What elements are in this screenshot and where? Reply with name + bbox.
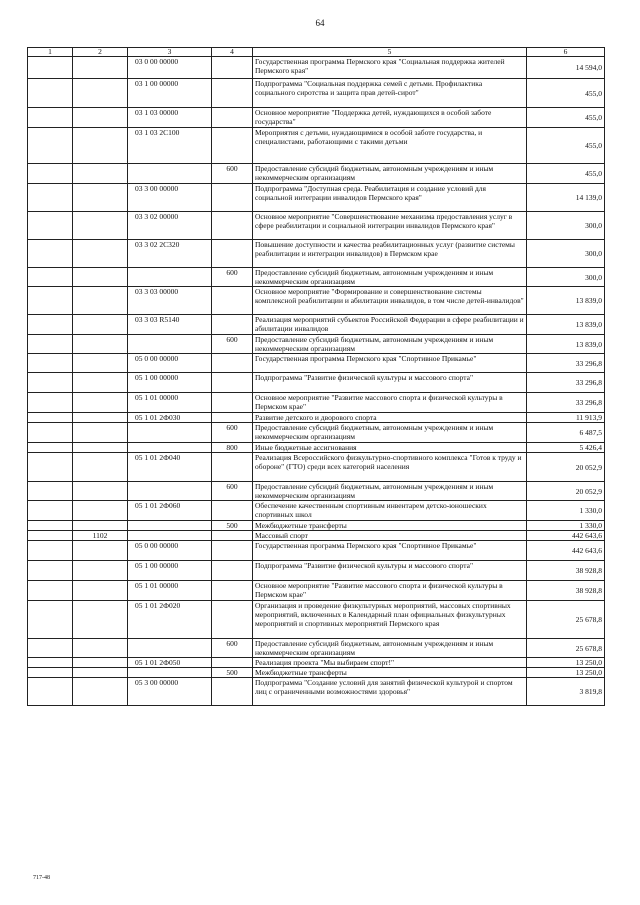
table-row	[28, 184, 605, 212]
cell-c6: 13 839,0	[527, 315, 605, 335]
cell-c2	[73, 393, 128, 413]
cell-c1	[28, 658, 73, 668]
cell-c6: 442 643,6	[527, 541, 605, 561]
table-row	[28, 521, 605, 531]
cell-c5: Предоставление субсидий бюджетным, автономным учреждениям и иным некоммерческим организациям	[253, 268, 527, 287]
cell-c4	[212, 501, 253, 521]
cell-c4	[212, 79, 253, 108]
cell-c4	[212, 453, 253, 482]
cell-c5: Реализация Всероссийского физкультурно-спортивного комплекса "Готов к труду и обороне" (ГТО) среди всех категорий населения	[253, 453, 527, 482]
cell-c2	[73, 287, 128, 315]
cell-c2	[73, 413, 128, 423]
cell-c5: Подпрограмма "Доступная среда. Реабилитация и создание условий для социальной интеграции инвалидов Пермского края"	[253, 184, 527, 212]
cell-c3: 05 1 01 2Ф040	[128, 453, 212, 482]
cell-c4	[212, 531, 253, 541]
cell-c1	[28, 453, 73, 482]
cell-c6: 13 250,0	[527, 668, 605, 678]
cell-c2	[73, 315, 128, 335]
cell-c1	[28, 212, 73, 240]
cell-c2	[73, 335, 128, 354]
cell-c6: 442 643,6	[527, 531, 605, 541]
column-header: 1	[28, 48, 73, 57]
table-row	[28, 678, 605, 706]
table-row	[28, 373, 605, 393]
table-row	[28, 482, 605, 501]
table-row	[28, 315, 605, 335]
cell-c5: Государственная программа Пермского края "Социальная поддержка жителей Пермского края"	[253, 57, 527, 79]
cell-c4: 800	[212, 443, 253, 453]
cell-c1	[28, 240, 73, 268]
cell-c6: 300,0	[527, 212, 605, 240]
cell-c6: 25 678,8	[527, 601, 605, 639]
cell-c6: 38 928,8	[527, 581, 605, 601]
cell-c6: 455,0	[527, 108, 605, 128]
cell-c4	[212, 678, 253, 706]
cell-c4: 600	[212, 164, 253, 184]
cell-c2	[73, 541, 128, 561]
cell-c4	[212, 658, 253, 668]
cell-c6: 25 678,8	[527, 639, 605, 658]
cell-c2	[73, 453, 128, 482]
cell-c4	[212, 315, 253, 335]
cell-c5: Повышение доступности и качества реабилитационных услуг (развитие системы реабилитации и интеграции инвалидов) в Пермском крае	[253, 240, 527, 268]
column-header: 5	[253, 48, 527, 57]
cell-c5: Иные бюджетные ассигнования	[253, 443, 527, 453]
cell-c4	[212, 354, 253, 373]
cell-c1	[28, 268, 73, 287]
cell-c3: 05 1 00 00000	[128, 561, 212, 581]
cell-c6: 13 839,0	[527, 287, 605, 315]
cell-c3: 05 1 01 00000	[128, 393, 212, 413]
cell-c2	[73, 678, 128, 706]
cell-c3: 03 3 02 2С320	[128, 240, 212, 268]
table-row	[28, 413, 605, 423]
cell-c4: 600	[212, 639, 253, 658]
cell-c5: Подпрограмма "Развитие физической культуры и массового спорта"	[253, 373, 527, 393]
cell-c6: 33 296,8	[527, 393, 605, 413]
cell-c1	[28, 678, 73, 706]
table-row	[28, 164, 605, 184]
cell-c3	[128, 639, 212, 658]
cell-c4	[212, 287, 253, 315]
cell-c3: 03 3 03 R5140	[128, 315, 212, 335]
cell-c5: Государственная программа Пермского края "Спортивное Прикамье"	[253, 541, 527, 561]
cell-c6: 300,0	[527, 268, 605, 287]
cell-c5: Подпрограмма "Социальная поддержка семей с детьми. Профилактика социального сиротства и защита прав детей-сирот"	[253, 79, 527, 108]
table-row	[28, 354, 605, 373]
cell-c1	[28, 79, 73, 108]
cell-c3: 05 1 01 00000	[128, 581, 212, 601]
budget-table	[27, 47, 605, 706]
cell-c4	[212, 581, 253, 601]
cell-c5: Мероприятия с детьми, нуждающимися в особой заботе государства, и специалистами, работающими с такими детьми	[253, 128, 527, 164]
cell-c6: 33 296,8	[527, 373, 605, 393]
footer-code: 717-48	[33, 875, 50, 881]
cell-c4: 500	[212, 521, 253, 531]
table-row	[28, 79, 605, 108]
table-row	[28, 212, 605, 240]
table-header-row	[28, 48, 605, 57]
cell-c3	[128, 423, 212, 443]
cell-c2	[73, 373, 128, 393]
cell-c2	[73, 482, 128, 501]
cell-c4	[212, 393, 253, 413]
cell-c4	[212, 601, 253, 639]
table-row	[28, 581, 605, 601]
cell-c4	[212, 413, 253, 423]
cell-c3: 03 3 00 00000	[128, 184, 212, 212]
table-row	[28, 541, 605, 561]
cell-c2	[73, 240, 128, 268]
table-row	[28, 128, 605, 164]
cell-c5: Предоставление субсидий бюджетным, автономным учреждениям и иным некоммерческим организациям	[253, 335, 527, 354]
cell-c6: 455,0	[527, 79, 605, 108]
page-number: 64	[315, 18, 325, 28]
cell-c2: 1102	[73, 531, 128, 541]
table-row	[28, 393, 605, 413]
cell-c5: Реализация мероприятий субъектов Российской Федерации в сфере реабилитации и абилитации инвалидов	[253, 315, 527, 335]
cell-c6: 33 296,8	[527, 354, 605, 373]
cell-c2	[73, 268, 128, 287]
cell-c2	[73, 443, 128, 453]
cell-c5: Массовый спорт	[253, 531, 527, 541]
table-row	[28, 240, 605, 268]
table-row	[28, 668, 605, 678]
table-row	[28, 268, 605, 287]
cell-c1	[28, 128, 73, 164]
cell-c3: 05 1 00 00000	[128, 373, 212, 393]
cell-c1	[28, 354, 73, 373]
cell-c6: 1 330,0	[527, 501, 605, 521]
cell-c5: Межбюджетные трансферты	[253, 668, 527, 678]
cell-c2	[73, 639, 128, 658]
cell-c2	[73, 164, 128, 184]
cell-c3: 05 1 01 2Ф050	[128, 658, 212, 668]
cell-c2	[73, 601, 128, 639]
cell-c4	[212, 373, 253, 393]
cell-c1	[28, 413, 73, 423]
cell-c1	[28, 108, 73, 128]
cell-c6: 455,0	[527, 128, 605, 164]
cell-c3	[128, 164, 212, 184]
table-row	[28, 57, 605, 79]
cell-c2	[73, 561, 128, 581]
cell-c4	[212, 541, 253, 561]
cell-c1	[28, 541, 73, 561]
table-row	[28, 287, 605, 315]
cell-c5: Обеспечение качественным спортивным инвентарем детско-юношеских спортивных школ	[253, 501, 527, 521]
cell-c6: 13 250,0	[527, 658, 605, 668]
cell-c1	[28, 164, 73, 184]
table-row	[28, 108, 605, 128]
cell-c4	[212, 561, 253, 581]
cell-c5: Основное мероприятие "Формирование и совершенствование системы комплексной реабилитации и абилитации инвалидов, в том числе детей-инвалидов"	[253, 287, 527, 315]
cell-c1	[28, 335, 73, 354]
cell-c6: 20 052,9	[527, 453, 605, 482]
table-row	[28, 531, 605, 541]
cell-c3: 03 1 00 00000	[128, 79, 212, 108]
cell-c5: Подпрограмма "Создание условий для занятий физической культурой и спортом лиц с ограниченными возможностями здоровья"	[253, 678, 527, 706]
cell-c2	[73, 108, 128, 128]
column-header: 3	[128, 48, 212, 57]
cell-c6: 11 913,9	[527, 413, 605, 423]
cell-c1	[28, 521, 73, 531]
cell-c1	[28, 501, 73, 521]
cell-c5: Основное мероприятие "Совершенствование механизма предоставления услуг в сфере реабилитации и социальной интеграции инвалидов Пермского края"	[253, 212, 527, 240]
table-row	[28, 658, 605, 668]
cell-c1	[28, 423, 73, 443]
cell-c6: 6 487,5	[527, 423, 605, 443]
cell-c2	[73, 581, 128, 601]
cell-c3: 05 1 01 2Ф030	[128, 413, 212, 423]
cell-c3	[128, 268, 212, 287]
cell-c5: Предоставление субсидий бюджетным, автономным учреждениям и иным некоммерческим организациям	[253, 164, 527, 184]
table-row	[28, 453, 605, 482]
cell-c3: 05 0 00 00000	[128, 354, 212, 373]
cell-c5: Организация и проведение физкультурных мероприятий, массовых спортивных мероприятий, включенных в Календарный план официальных физкультурных мероприятий и спортивных мероприятий Пермского края	[253, 601, 527, 639]
cell-c5: Предоставление субсидий бюджетным, автономным учреждениям и иным некоммерческим организациям	[253, 423, 527, 443]
cell-c4	[212, 108, 253, 128]
cell-c2	[73, 501, 128, 521]
cell-c1	[28, 393, 73, 413]
cell-c4: 600	[212, 423, 253, 443]
cell-c5: Межбюджетные трансферты	[253, 521, 527, 531]
cell-c6: 3 819,8	[527, 678, 605, 706]
cell-c5: Государственная программа Пермского края "Спортивное Прикамье"	[253, 354, 527, 373]
column-header: 6	[527, 48, 605, 57]
cell-c5: Основное мероприятие "Развитие массового спорта и физической культуры в Пермском крае"	[253, 581, 527, 601]
cell-c4	[212, 212, 253, 240]
table-row	[28, 443, 605, 453]
cell-c1	[28, 57, 73, 79]
cell-c6: 20 052,9	[527, 482, 605, 501]
cell-c3: 05 1 01 2Ф060	[128, 501, 212, 521]
cell-c4	[212, 240, 253, 268]
cell-c3	[128, 335, 212, 354]
cell-c6: 300,0	[527, 240, 605, 268]
cell-c5: Реализация проекта "Мы выбираем спорт!"	[253, 658, 527, 668]
cell-c4: 600	[212, 268, 253, 287]
cell-c1	[28, 581, 73, 601]
cell-c1	[28, 315, 73, 335]
cell-c4: 600	[212, 482, 253, 501]
cell-c2	[73, 128, 128, 164]
cell-c3: 03 0 00 00000	[128, 57, 212, 79]
table-row	[28, 423, 605, 443]
cell-c1	[28, 531, 73, 541]
cell-c1	[28, 668, 73, 678]
cell-c3: 05 1 01 2Ф020	[128, 601, 212, 639]
cell-c2	[73, 658, 128, 668]
cell-c4	[212, 57, 253, 79]
cell-c6: 38 928,8	[527, 561, 605, 581]
cell-c5: Предоставление субсидий бюджетным, автономным учреждениям и иным некоммерческим организациям	[253, 482, 527, 501]
cell-c1	[28, 561, 73, 581]
cell-c4	[212, 184, 253, 212]
cell-c3: 03 3 02 00000	[128, 212, 212, 240]
cell-c1	[28, 373, 73, 393]
cell-c6: 14 139,0	[527, 184, 605, 212]
cell-c2	[73, 79, 128, 108]
column-header: 4	[212, 48, 253, 57]
cell-c3: 05 3 00 00000	[128, 678, 212, 706]
cell-c5: Предоставление субсидий бюджетным, автономным учреждениям и иным некоммерческим организациям	[253, 639, 527, 658]
cell-c1	[28, 639, 73, 658]
cell-c5: Подпрограмма "Развитие физической культуры и массового спорта"	[253, 561, 527, 581]
cell-c3	[128, 668, 212, 678]
column-header: 2	[73, 48, 128, 57]
cell-c3	[128, 531, 212, 541]
cell-c4: 600	[212, 335, 253, 354]
cell-c2	[73, 57, 128, 79]
cell-c2	[73, 668, 128, 678]
cell-c2	[73, 184, 128, 212]
cell-c3: 03 1 03 2С100	[128, 128, 212, 164]
cell-c5: Основное мероприятие "Поддержка детей, нуждающихся в особой заботе государства"	[253, 108, 527, 128]
table-row	[28, 601, 605, 639]
cell-c1	[28, 482, 73, 501]
cell-c2	[73, 212, 128, 240]
cell-c4: 500	[212, 668, 253, 678]
cell-c2	[73, 521, 128, 531]
cell-c1	[28, 601, 73, 639]
table-row	[28, 501, 605, 521]
cell-c1	[28, 287, 73, 315]
cell-c3: 03 3 03 00000	[128, 287, 212, 315]
cell-c2	[73, 354, 128, 373]
cell-c1	[28, 184, 73, 212]
cell-c5: Основное мероприятие "Развитие массового спорта и физической культуры в Пермском крае"	[253, 393, 527, 413]
cell-c6: 13 839,0	[527, 335, 605, 354]
cell-c6: 5 426,4	[527, 443, 605, 453]
cell-c1	[28, 443, 73, 453]
table-row	[28, 639, 605, 658]
cell-c3	[128, 443, 212, 453]
cell-c3: 03 1 03 00000	[128, 108, 212, 128]
cell-c3	[128, 482, 212, 501]
cell-c6: 455,0	[527, 164, 605, 184]
cell-c3: 05 0 00 00000	[128, 541, 212, 561]
cell-c6: 1 330,0	[527, 521, 605, 531]
cell-c3	[128, 521, 212, 531]
table-row	[28, 561, 605, 581]
cell-c2	[73, 423, 128, 443]
cell-c4	[212, 128, 253, 164]
cell-c5: Развитие детского и дворового спорта	[253, 413, 527, 423]
table-row	[28, 335, 605, 354]
cell-c6: 14 594,0	[527, 57, 605, 79]
